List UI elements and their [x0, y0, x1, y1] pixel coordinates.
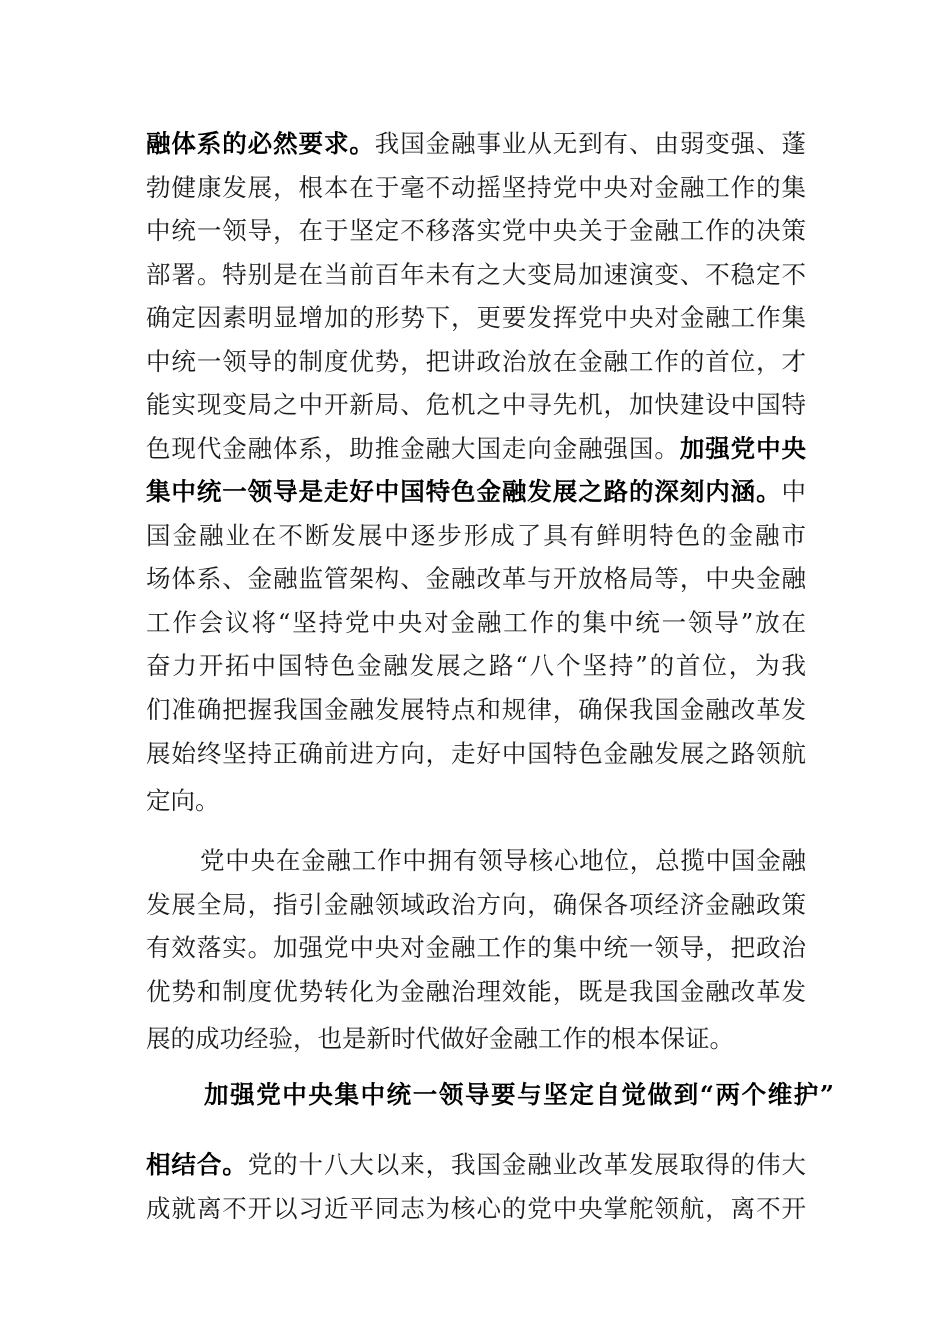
body-text: 中 — [781, 477, 806, 506]
text-line: 党中央在金融工作中拥有领导核心地位，总揽中国金融 — [200, 846, 806, 875]
body-text: 色现代金融体系，助推金融大国走向金融强国。 — [146, 434, 680, 463]
text-line: 奋力开拓中国特色金融发展之路“八个坚持”的首位，为我 — [146, 651, 806, 680]
body-text: 我国金融事业从无到有、由弱变强、蓬 — [374, 129, 806, 158]
text-line — [146, 475, 806, 509]
bold-phrase: 相结合。 — [146, 1150, 248, 1179]
text-line: 有效落实。加强党中央对金融工作的集中统一领导，把政治 — [146, 933, 806, 962]
text-line: 勃健康发展，根本在于毫不动摇坚持党中央对金融工作的集 — [146, 173, 806, 202]
text-line: 场体系、金融监管架构、金融改革与开放格局等，中央金融 — [146, 564, 806, 593]
text-line: 中统一领导的制度优势，把讲政治放在金融工作的首位，才 — [146, 347, 806, 376]
text-line: 展始终坚持正确前进方向，走好中国特色金融发展之路领航 — [146, 739, 806, 768]
text-line: 中统一领导，在于坚定不移落实党中央关于金融工作的决策 — [146, 216, 806, 245]
text-line: 们准确把握我国金融发展特点和规律，确保我国金融改革发 — [146, 695, 806, 724]
text-line: 优势和制度优势转化为金融治理效能，既是我国金融改革发 — [146, 977, 806, 1006]
text-line — [146, 127, 806, 161]
text-line: 定向。 — [146, 786, 220, 815]
text-line — [146, 432, 806, 466]
text-line: 确定因素明显增加的形势下，更要发挥党中央对金融工作集 — [146, 303, 806, 332]
text-line: 国金融业在不断发展中逐步形成了具有鲜明特色的金融市 — [146, 521, 806, 550]
bold-phrase: 融体系的必然要求。 — [146, 129, 375, 158]
section-heading: 加强党中央集中统一领导要与坚定自觉做到“两个维护” — [204, 1080, 834, 1109]
text-line — [146, 1148, 806, 1182]
text-line: 发展全局，指引金融领域政治方向，确保各项经济金融政策 — [146, 890, 806, 919]
body-text: 党的十八大以来，我国金融业改革发展取得的伟大 — [247, 1150, 807, 1179]
bold-phrase: 集中统一领导是走好中国特色金融发展之路的深刻内涵。 — [146, 477, 782, 506]
text-line: 展的成功经验，也是新时代做好金融工作的根本保证。 — [146, 1024, 734, 1053]
text-line: 部署。特别是在当前百年未有之大变局加速演变、不稳定不 — [146, 260, 806, 289]
text-line: 工作会议将“坚持党中央对金融工作的集中统一领导”放在 — [146, 608, 806, 637]
text-line: 成就离不开以习近平同志为核心的党中央掌舵领航，离不开 — [146, 1194, 806, 1223]
bold-phrase: 加强党中央 — [679, 434, 807, 463]
text-line: 能实现变局之中开新局、危机之中寻先机，加快建设中国特 — [146, 390, 806, 419]
